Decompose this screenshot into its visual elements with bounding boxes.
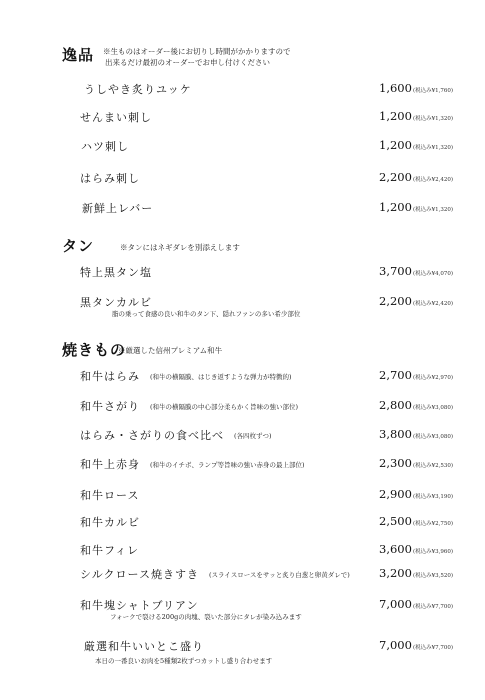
item-name-row bbox=[80, 398, 298, 414]
price-value: 2,700 bbox=[379, 368, 412, 382]
section-note-tongue: ※タンにはネギダレを別添えします bbox=[120, 243, 240, 252]
item-price bbox=[379, 542, 453, 556]
price-value: 2,800 bbox=[379, 398, 412, 412]
item-price bbox=[379, 264, 453, 278]
price-value: 1,200 bbox=[379, 200, 412, 214]
item-name: はらみ刺し bbox=[80, 172, 140, 185]
item-name: 和牛塊シャトブリアン bbox=[80, 599, 199, 612]
price-tax: (税込み¥1,320) bbox=[412, 116, 453, 122]
section-note-grilled: ※厳選した信州プレミアム和牛 bbox=[118, 346, 223, 355]
price-tax: (税込み¥3,520) bbox=[412, 573, 453, 579]
item-name: せんまい刺し bbox=[80, 111, 152, 124]
item-description: (和牛のイチボ、ランプ等旨味の強い赤身の最上部位) bbox=[150, 461, 305, 469]
menu-item bbox=[0, 456, 485, 476]
menu-item bbox=[0, 542, 485, 562]
price-value: 7,000 bbox=[379, 638, 412, 652]
section-title-delicacies: 逸品 bbox=[62, 46, 95, 64]
price-tax: (税込み¥1,760) bbox=[412, 88, 453, 94]
item-price bbox=[379, 200, 453, 214]
price-tax: (税込み¥4,070) bbox=[412, 271, 453, 277]
price-value: 2,200 bbox=[379, 170, 412, 184]
price-value: 2,900 bbox=[379, 487, 412, 501]
menu-item bbox=[0, 514, 485, 534]
item-price bbox=[379, 487, 453, 501]
item-price bbox=[379, 138, 453, 152]
menu-item bbox=[0, 109, 485, 129]
price-value: 7,000 bbox=[379, 597, 412, 611]
price-value: 2,200 bbox=[379, 294, 412, 308]
item-price bbox=[379, 398, 453, 412]
price-tax: (税込み¥2,750) bbox=[412, 521, 453, 527]
section-title-tongue: タン bbox=[62, 237, 95, 255]
price-tax: (税込み¥3,190) bbox=[412, 494, 453, 500]
item-name: シルクロース焼きすき bbox=[80, 568, 199, 581]
item-name-row bbox=[80, 368, 292, 384]
menu-item bbox=[0, 566, 485, 586]
item-price bbox=[379, 566, 453, 580]
menu-item bbox=[0, 368, 485, 388]
item-name: 和牛ロース bbox=[80, 489, 140, 502]
menu-item bbox=[0, 200, 485, 220]
price-value: 1,600 bbox=[379, 81, 412, 95]
price-tax: (税込み¥2,420) bbox=[412, 301, 453, 307]
item-price bbox=[379, 109, 453, 123]
item-name: 和牛上赤身 bbox=[80, 458, 140, 471]
item-price bbox=[379, 514, 453, 528]
menu-item bbox=[0, 427, 485, 447]
item-price bbox=[379, 81, 453, 95]
section-note-line: 出来るだけ最初のオーダーでお申し付けください bbox=[105, 58, 270, 67]
item-subtext: フォークで裂ける200gの肉塊、裂いた部分にタレが染み込みます bbox=[110, 613, 302, 621]
item-subtext: 本日の一番良いお肉を5種類2枚ずつカットし盛り合わせます bbox=[95, 657, 273, 665]
price-value: 3,800 bbox=[379, 427, 412, 441]
item-name: 和牛フィレ bbox=[80, 544, 140, 557]
menu-item bbox=[0, 487, 485, 507]
price-value: 3,600 bbox=[379, 542, 412, 556]
section-note-delicacies bbox=[103, 46, 291, 68]
item-description: (スライスロースをサッと炙り白葱と卵黄ダレで) bbox=[208, 571, 350, 579]
section-note-line: ※生ものはオーダー後にお切りし時間がかかりますので bbox=[103, 47, 291, 56]
item-description: (和牛の横隔膜の中心部分柔らかく旨味の強い部位) bbox=[150, 403, 299, 411]
item-price bbox=[379, 456, 453, 470]
price-value: 3,200 bbox=[379, 566, 412, 580]
menu-item bbox=[0, 138, 485, 158]
item-name-row bbox=[80, 566, 350, 582]
item-price bbox=[379, 368, 453, 382]
price-tax: (税込み¥3,080) bbox=[412, 405, 453, 411]
price-value: 3,700 bbox=[379, 264, 412, 278]
item-subtext: 脂の乗って食感の良い和牛のタン下、隠れファンの多い希少部位 bbox=[112, 310, 301, 318]
item-name: 黒タンカルビ bbox=[80, 296, 152, 309]
item-name: 新鮮上レバー bbox=[82, 202, 154, 215]
item-price bbox=[379, 170, 453, 184]
price-value: 2,300 bbox=[379, 456, 412, 470]
price-value: 2,500 bbox=[379, 514, 412, 528]
price-tax: (税込み¥2,420) bbox=[412, 177, 453, 183]
menu-item bbox=[0, 170, 485, 190]
menu-item bbox=[0, 638, 485, 658]
price-tax: (税込み¥7,700) bbox=[412, 645, 453, 651]
menu-item bbox=[0, 398, 485, 418]
price-value: 1,200 bbox=[379, 109, 412, 123]
item-price bbox=[379, 427, 453, 441]
item-name: 厳選和牛いいとこ盛り bbox=[84, 640, 204, 653]
item-name-row bbox=[80, 427, 272, 443]
price-tax: (税込み¥1,320) bbox=[412, 207, 453, 213]
menu-item bbox=[0, 264, 485, 284]
price-tax: (税込み¥3,080) bbox=[412, 434, 453, 440]
item-price bbox=[379, 294, 453, 308]
item-description: (各四枚ずつ) bbox=[234, 432, 272, 440]
item-name: うしやき炙りユッケ bbox=[84, 83, 192, 96]
menu-item bbox=[0, 81, 485, 101]
price-tax: (税込み¥2,970) bbox=[412, 375, 453, 381]
item-name-row bbox=[80, 456, 305, 472]
section-title-grilled: 焼きもの bbox=[62, 341, 127, 359]
price-value: 1,200 bbox=[379, 138, 412, 152]
price-tax: (税込み¥2,530) bbox=[412, 463, 453, 469]
item-name: 和牛カルビ bbox=[80, 516, 140, 529]
item-name: はらみ・さがりの食べ比べ bbox=[80, 429, 224, 442]
price-tax: (税込み¥1,320) bbox=[412, 145, 453, 151]
item-name: ハツ刺し bbox=[81, 140, 129, 153]
item-price bbox=[379, 638, 453, 652]
item-price bbox=[379, 597, 453, 611]
item-name: 和牛はらみ bbox=[80, 370, 140, 383]
item-name: 和牛さがり bbox=[80, 400, 140, 413]
price-tax: (税込み¥3,960) bbox=[412, 549, 453, 555]
item-description: (和牛の横隔膜、はじき返すような弾力が特徴的) bbox=[150, 373, 292, 381]
price-tax: (税込み¥7,700) bbox=[412, 604, 453, 610]
item-name: 特上黒タン塩 bbox=[80, 266, 152, 279]
